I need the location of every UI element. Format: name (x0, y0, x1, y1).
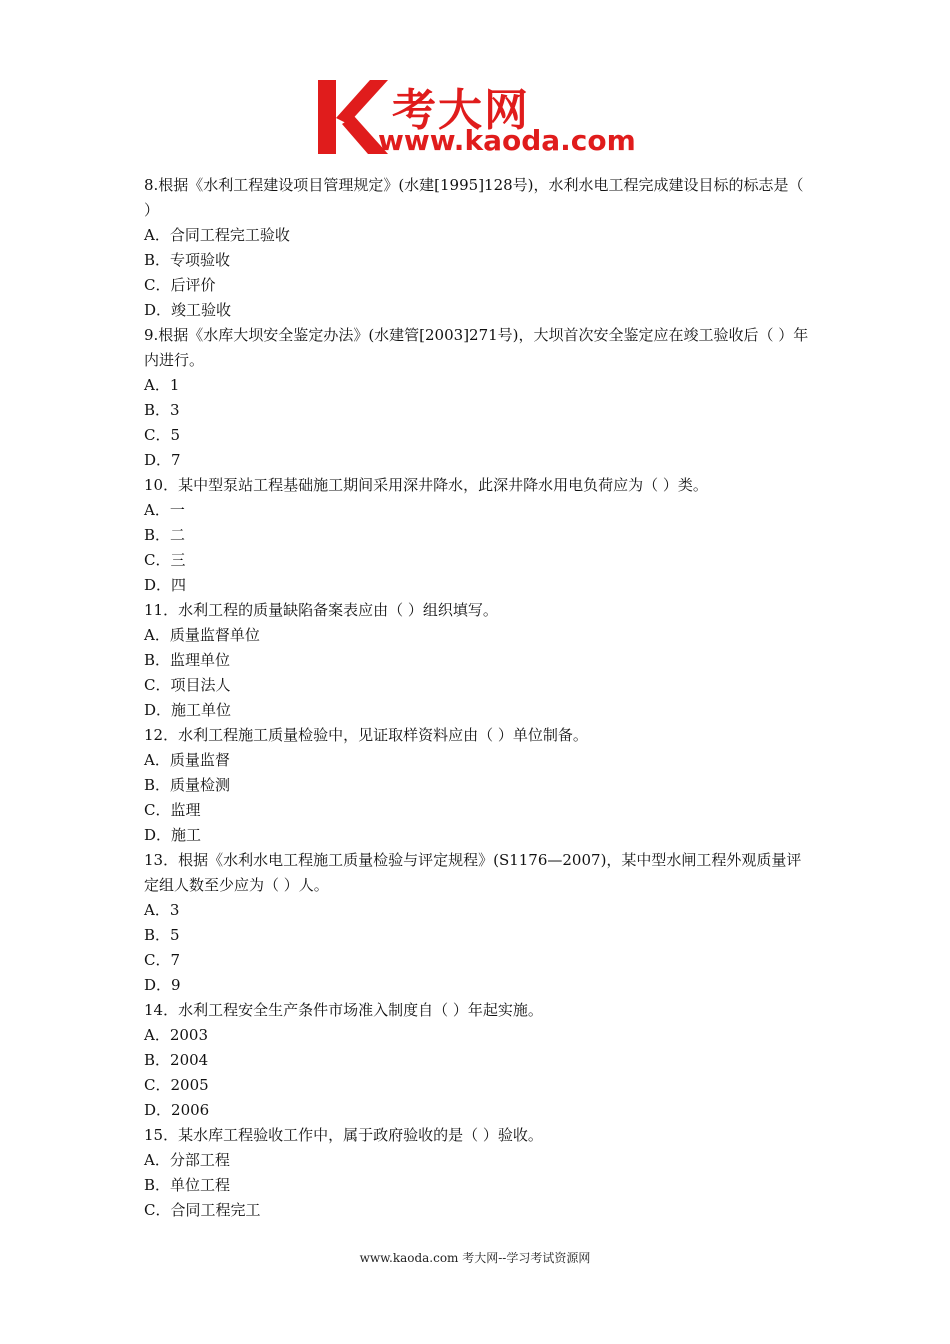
option-item: A．分部工程 (144, 1151, 230, 1169)
question-stem: 8.根据《水利工程建设项目管理规定》(水建[1995]128号)，水利水电工程完成建设目标的标志是（ ） (144, 176, 804, 219)
question-stem: 14．水利工程安全生产条件市场准入制度自（ ）年起实施。 (144, 1001, 543, 1019)
question-stem: 13．根据《水利水电工程施工质量检验与评定规程》(S1176—2007)，某中型水闸工程外观质量评定组人数至少应为（ ）人。 (144, 851, 802, 894)
option-item: B．监理单位 (144, 651, 231, 669)
kaoda-logo (318, 76, 640, 158)
option-item: C．监理 (144, 801, 201, 819)
option-item: D．施工单位 (144, 701, 232, 719)
question-stem: 15．某水库工程验收工作中，属于政府验收的是（ ）验收。 (144, 1126, 543, 1144)
option-item: A．质量监督单位 (144, 626, 260, 644)
option-item: A．合同工程完工验收 (144, 226, 290, 244)
option-item: D．施工 (144, 826, 202, 844)
option-item: A．1 (144, 376, 180, 394)
option-item: C．三 (144, 551, 186, 569)
option-item: B．3 (144, 401, 180, 419)
option-item: D．2006 (144, 1101, 210, 1119)
question-stem: 9.根据《水库大坝安全鉴定办法》(水建管[2003]271号)，大坝首次安全鉴定应在竣工验收后（ ）年内进行。 (144, 326, 809, 369)
option-item: D．四 (144, 576, 187, 594)
question-stem: 11．水利工程的质量缺陷备案表应由（ ）组织填写。 (144, 601, 498, 619)
option-item: C．合同工程完工 (144, 1201, 261, 1219)
option-item: A．2003 (144, 1026, 209, 1044)
option-item: A．3 (144, 901, 180, 919)
option-item: A．一 (144, 501, 185, 519)
option-item: B．二 (144, 526, 186, 544)
option-item: C．7 (144, 951, 181, 969)
option-item: D．9 (144, 976, 181, 994)
option-item: C．2005 (144, 1076, 209, 1094)
option-item: B．2004 (144, 1051, 209, 1069)
option-item: C．项目法人 (144, 676, 231, 694)
logo-brand-text: 考大网 (392, 85, 530, 136)
option-item: D．竣工验收 (144, 301, 232, 319)
option-item: D．7 (144, 451, 181, 469)
option-item: B．质量检测 (144, 776, 231, 794)
option-item: B．专项验收 (144, 251, 231, 269)
option-item: B．单位工程 (144, 1176, 231, 1194)
page-footer: www.kaoda.com 考大网--学习考试资源网 (359, 1251, 591, 1265)
option-item: C．5 (144, 426, 181, 444)
question-list (144, 173, 814, 1223)
question-stem: 12．水利工程施工质量检验中，见证取样资料应由（ ）单位制备。 (144, 726, 588, 744)
option-item: C．后评价 (144, 276, 216, 294)
logo-url-text: www.kaoda.com (378, 124, 636, 157)
question-stem: 10．某中型泵站工程基础施工期间采用深井降水，此深井降水用电负荷应为（ ）类。 (144, 476, 708, 494)
option-item: B．5 (144, 926, 180, 944)
option-item: A．质量监督 (144, 751, 230, 769)
